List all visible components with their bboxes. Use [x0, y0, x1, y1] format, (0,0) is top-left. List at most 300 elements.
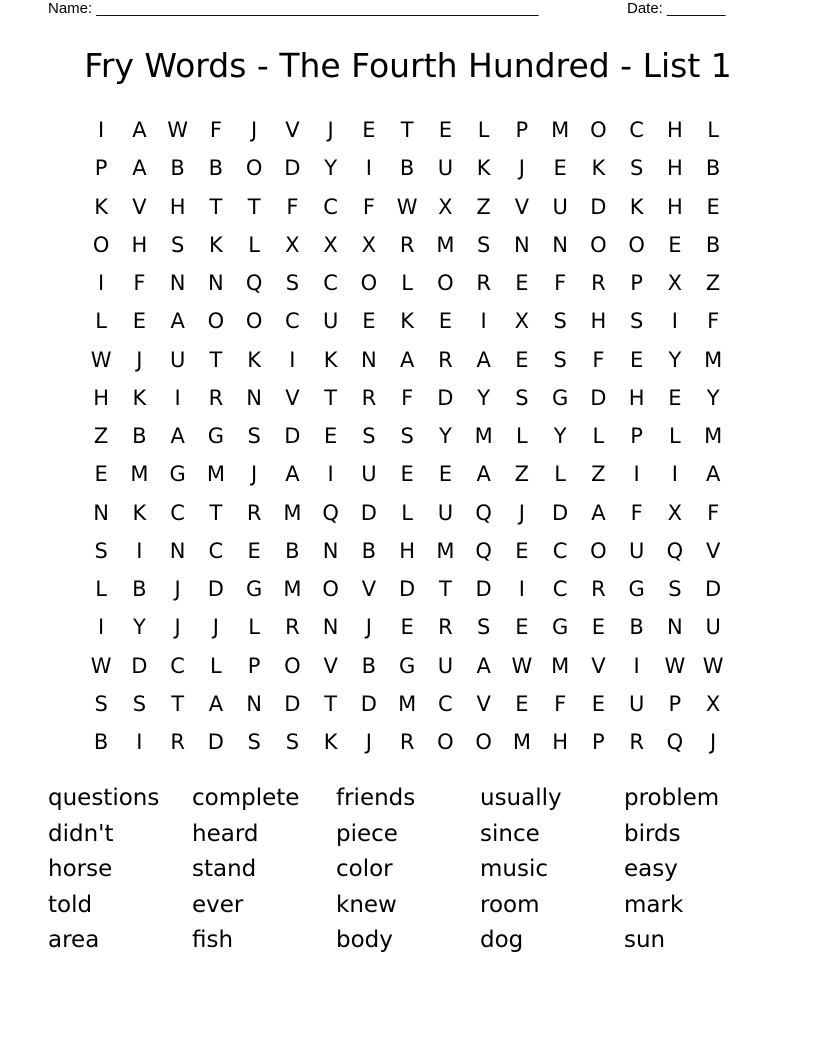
grid-letter: M [283, 577, 302, 602]
grid-letter: N [514, 232, 530, 257]
word-list-item: music [480, 856, 549, 882]
grid-letter: W [90, 653, 112, 678]
grid-letter: C [323, 194, 338, 219]
grid-letter: J [365, 730, 372, 755]
grid-letter: J [174, 615, 181, 640]
grid-letter: F [209, 118, 222, 143]
grid-letter: L [669, 424, 681, 449]
page-title: Fry Words - The Fourth Hundred - List 1 [84, 46, 732, 85]
grid-letter: V [323, 653, 338, 678]
grid-letter: C [629, 118, 644, 143]
grid-letter: X [323, 232, 338, 257]
grid-letter: K [323, 347, 338, 372]
grid-letter: K [323, 730, 338, 755]
grid-letter: F [707, 500, 720, 525]
grid-letter: I [480, 309, 487, 334]
grid-letter: F [401, 385, 414, 410]
grid-row [82, 264, 735, 302]
grid-letter: K [94, 194, 109, 219]
grid-row [82, 379, 735, 417]
grid-letter: O [437, 730, 454, 755]
grid-letter: M [551, 653, 570, 678]
grid-letter: P [515, 118, 529, 143]
grid-letter: M [283, 500, 302, 525]
grid-letter: A [476, 653, 491, 678]
grid-letter: W [90, 347, 112, 372]
grid-letter: C [208, 538, 224, 563]
word-list-item: told [48, 891, 93, 918]
grid-letter: E [515, 347, 529, 372]
grid-letter: U [169, 347, 186, 372]
grid-row [82, 647, 735, 685]
grid-letter: H [552, 730, 569, 755]
word-list-item: horse [48, 856, 113, 882]
grid-letter: J [174, 577, 181, 602]
grid-letter: E [591, 615, 606, 640]
grid-letter: R [285, 615, 300, 640]
grid-letter: N [208, 271, 224, 296]
grid-letter: F [630, 500, 643, 525]
grid-letter: L [95, 577, 107, 602]
grid-letter: P [630, 271, 643, 296]
grid-letter: U [628, 691, 645, 716]
grid-letter: E [629, 347, 644, 372]
grid-letter: F [362, 194, 375, 219]
grid-letter: S [629, 309, 644, 334]
grid-letter: J [710, 730, 717, 755]
grid-letter: B [285, 538, 300, 563]
grid-letter: E [438, 118, 453, 143]
grid-letter: V [705, 538, 721, 563]
grid-letter: B [208, 156, 224, 181]
grid-letter: U [628, 538, 645, 563]
grid-letter: B [93, 730, 109, 755]
word-list-item: area [48, 927, 100, 953]
word-list-item: didn't [48, 820, 114, 847]
word-list-item: mark [624, 891, 684, 918]
grid-letter: P [592, 730, 605, 755]
grid-letter: D [131, 653, 148, 678]
grid-letter: L [248, 615, 260, 640]
word-list-item: problem [624, 785, 720, 811]
grid-letter: H [666, 118, 683, 143]
grid-letter: B [361, 653, 377, 678]
grid-letter: W [396, 194, 418, 219]
grid-row [82, 608, 735, 646]
grid-letter: U [705, 615, 721, 640]
grid-letter: E [515, 271, 529, 296]
grid-letter: E [362, 118, 376, 143]
grid-letter: U [361, 462, 377, 487]
grid-letter: Q [666, 730, 684, 755]
grid-letter: M [436, 232, 455, 257]
grid-letter: I [136, 730, 143, 755]
grid-letter: A [132, 156, 147, 181]
grid-letter: G [551, 385, 569, 410]
grid-letter: Q [666, 538, 684, 563]
grid-letter: E [132, 309, 147, 334]
grid-letter: T [209, 194, 223, 219]
grid-letter: S [94, 538, 108, 563]
grid-letter: I [671, 462, 678, 487]
grid-letter: L [554, 462, 566, 487]
grid-letter: D [284, 424, 301, 449]
grid-letter: V [591, 653, 606, 678]
grid-letter: S [629, 156, 644, 181]
grid-letter: D [705, 577, 722, 602]
grid-letter: R [438, 347, 453, 372]
grid-letter: F [554, 271, 567, 296]
grid-letter: F [707, 309, 720, 334]
grid-letter: W [702, 653, 724, 678]
grid-letter: C [323, 271, 338, 296]
grid-letter: O [590, 232, 607, 257]
grid-letter: Z [514, 462, 530, 487]
grid-letter: A [399, 347, 415, 372]
grid-letter: N [169, 271, 186, 296]
grid-letter: Q [322, 500, 339, 525]
grid-letter: I [518, 577, 525, 602]
grid-letter: O [245, 309, 263, 334]
grid-letter: M [474, 424, 493, 449]
grid-letter: I [98, 118, 105, 143]
grid-letter: O [590, 118, 607, 143]
grid-letter: J [327, 118, 334, 143]
grid-letter: M [551, 118, 570, 143]
grid-letter: E [323, 424, 338, 449]
grid-letter: S [285, 730, 300, 755]
grid-letter: V [514, 194, 530, 219]
grid-letter: L [95, 309, 107, 334]
grid-letter: X [361, 232, 377, 257]
word-list-item: room [480, 891, 540, 918]
grid-row [82, 341, 735, 379]
grid-letter: H [93, 385, 110, 410]
grid-letter: P [668, 691, 682, 716]
grid-letter: J [251, 462, 258, 487]
grid-letter: C [285, 309, 300, 334]
grid-letter: K [476, 156, 491, 181]
grid-letter: N [667, 615, 683, 640]
word-list-item: birds [624, 820, 681, 847]
grid-letter: J [212, 615, 219, 640]
grid-letter: N [93, 500, 109, 525]
grid-letter: R [591, 577, 606, 602]
grid-row [82, 417, 735, 455]
grid-letter: Y [438, 424, 452, 449]
grid-letter: E [706, 194, 720, 219]
grid-letter: M [704, 424, 723, 449]
grid-letter: G [628, 577, 645, 602]
grid-letter: Z [591, 462, 606, 487]
grid-letter: V [361, 577, 377, 602]
grid-letter: W [167, 118, 188, 143]
grid-row [82, 570, 735, 608]
grid-letter: K [132, 500, 147, 525]
word-list-item: piece [336, 820, 398, 847]
grid-letter: O [207, 309, 225, 334]
grid-letter: I [136, 538, 143, 563]
grid-letter: E [515, 615, 529, 640]
grid-letter: B [132, 577, 147, 602]
grid-letter: A [170, 309, 185, 334]
grid-letter: M [130, 462, 149, 487]
grid-letter: K [247, 347, 262, 372]
puzzle-grid [82, 111, 735, 761]
grid-letter: T [400, 118, 414, 143]
grid-row [82, 149, 735, 187]
grid-letter: R [246, 500, 262, 525]
grid-letter: O [437, 271, 454, 296]
grid-letter: R [208, 385, 224, 410]
grid-letter: H [131, 232, 148, 257]
grid-letter: E [438, 309, 453, 334]
grid-letter: H [666, 156, 683, 181]
grid-letter: E [362, 309, 376, 334]
grid-letter: A [591, 500, 606, 525]
grid-letter: J [518, 500, 525, 525]
grid-letter: R [438, 615, 453, 640]
word-list-item: since [480, 820, 540, 847]
grid-letter: M [398, 691, 417, 716]
grid-letter: E [247, 538, 261, 563]
grid-letter: G [169, 462, 186, 487]
grid-letter: G [245, 577, 263, 602]
grid-letter: A [705, 462, 721, 487]
grid-row [82, 455, 735, 493]
grid-letter: A [132, 118, 147, 143]
grid-letter: S [476, 232, 491, 257]
grid-letter: S [94, 691, 108, 716]
grid-letter: U [437, 156, 454, 181]
grid-letter: L [592, 424, 605, 449]
grid-row [82, 532, 735, 570]
grid-letter: D [360, 691, 377, 716]
grid-letter: Q [475, 538, 492, 563]
grid-letter: A [476, 462, 491, 487]
grid-letter: E [515, 691, 529, 716]
grid-letter: I [633, 653, 640, 678]
date-field-line: Date: _______ [627, 0, 726, 17]
word-list-item: questions [48, 785, 160, 811]
grid-letter: X [514, 309, 530, 334]
grid-letter: B [705, 232, 721, 257]
grid-letter: Z [705, 271, 721, 296]
grid-letter: Y [477, 385, 491, 410]
grid-letter: L [477, 118, 490, 143]
grid-letter: S [285, 271, 300, 296]
grid-letter: I [365, 156, 372, 181]
grid-letter: E [668, 232, 682, 257]
grid-letter: O [245, 156, 263, 181]
grid-letter: A [208, 691, 224, 716]
grid-letter: I [327, 462, 334, 487]
grid-letter: R [629, 730, 644, 755]
grid-letter: O [322, 577, 339, 602]
grid-letter: O [475, 730, 492, 755]
grid-letter: R [399, 730, 415, 755]
grid-row [82, 111, 735, 149]
grid-letter: T [324, 385, 338, 410]
grid-letter: E [438, 462, 453, 487]
grid-letter: R [170, 730, 185, 755]
grid-letter: C [552, 538, 568, 563]
grid-letter: Q [245, 271, 263, 296]
grid-letter: F [286, 194, 299, 219]
grid-letter: C [552, 577, 568, 602]
grid-letter: V [285, 385, 300, 410]
grid-letter: Y [132, 615, 146, 640]
word-list [48, 781, 768, 959]
word-list-item: complete [192, 785, 300, 811]
grid-letter: E [591, 691, 606, 716]
grid-letter: R [399, 232, 415, 257]
grid-letter: B [629, 615, 644, 640]
grid-letter: B [132, 424, 147, 449]
grid-letter: M [704, 347, 723, 372]
grid-letter: Z [93, 424, 109, 449]
grid-letter: S [247, 424, 261, 449]
grid-letter: C [170, 500, 185, 525]
grid-letter: E [515, 538, 529, 563]
grid-letter: I [289, 347, 296, 372]
grid-letter: C [438, 691, 453, 716]
word-list-item: heard [192, 820, 259, 847]
grid-letter: J [365, 615, 372, 640]
grid-letter: S [668, 577, 682, 602]
grid-letter: K [132, 385, 147, 410]
grid-letter: I [174, 385, 181, 410]
grid-letter: T [438, 577, 452, 602]
grid-letter: E [668, 385, 682, 410]
grid-letter: N [361, 347, 377, 372]
grid-letter: P [247, 653, 261, 678]
grid-letter: E [400, 615, 414, 640]
word-list-item: sun [624, 927, 666, 953]
grid-letter: Y [668, 347, 682, 372]
grid-letter: J [518, 156, 525, 181]
grid-letter: T [247, 194, 261, 219]
grid-letter: D [207, 577, 224, 602]
grid-letter: W [664, 653, 686, 678]
grid-row [82, 494, 735, 532]
grid-letter: S [553, 309, 567, 334]
grid-letter: W [511, 653, 533, 678]
grid-letter: R [591, 271, 606, 296]
grid-letter: S [515, 385, 529, 410]
grid-letter: I [671, 309, 678, 334]
grid-letter: L [516, 424, 528, 449]
grid-letter: X [667, 271, 683, 296]
grid-letter: K [208, 232, 223, 257]
grid-letter: M [436, 538, 455, 563]
grid-letter: K [591, 156, 606, 181]
grid-letter: J [136, 347, 143, 372]
grid-letter: Q [475, 500, 492, 525]
grid-letter: G [207, 424, 225, 449]
grid-letter: D [284, 156, 301, 181]
grid-letter: B [705, 156, 721, 181]
grid-letter: V [132, 194, 147, 219]
grid-letter: B [170, 156, 185, 181]
grid-letter: I [98, 271, 105, 296]
grid-letter: S [170, 232, 185, 257]
grid-letter: O [360, 271, 378, 296]
grid-letter: U [437, 653, 454, 678]
grid-letter: K [400, 309, 415, 334]
grid-letter: A [170, 424, 185, 449]
grid-letter: J [251, 118, 258, 143]
grid-letter: O [590, 538, 607, 563]
word-list-item: stand [192, 856, 257, 882]
grid-letter: Y [324, 156, 338, 181]
word-list-item: color [336, 856, 393, 882]
word-list-item: ever [192, 891, 244, 918]
grid-letter: H [666, 194, 683, 219]
word-list-item: body [336, 927, 393, 953]
grid-letter: U [437, 500, 454, 525]
grid-letter: L [707, 118, 719, 143]
grid-letter: G [551, 615, 569, 640]
grid-letter: D [399, 577, 416, 602]
grid-letter: K [629, 194, 644, 219]
grid-letter: N [322, 538, 339, 563]
grid-letter: D [590, 385, 607, 410]
grid-letter: H [590, 309, 607, 334]
grid-letter: X [438, 194, 453, 219]
grid-letter: A [285, 462, 300, 487]
grid-letter: N [169, 538, 186, 563]
grid-letter: M [206, 462, 225, 487]
grid-row [82, 685, 735, 723]
grid-letter: H [169, 194, 186, 219]
grid-letter: I [633, 462, 640, 487]
word-list-item: easy [624, 856, 678, 882]
grid-letter: X [667, 500, 683, 525]
grid-letter: U [322, 309, 339, 334]
grid-letter: O [92, 232, 110, 257]
word-list-item: friends [336, 785, 416, 811]
grid-letter: F [554, 691, 567, 716]
grid-letter: V [285, 118, 300, 143]
grid-letter: P [94, 156, 108, 181]
grid-letter: I [98, 615, 105, 640]
word-list-item: usually [480, 785, 562, 811]
grid-letter: O [284, 653, 301, 678]
word-list-item: knew [336, 891, 397, 918]
grid-letter: S [247, 730, 261, 755]
grid-letter: E [400, 462, 414, 487]
grid-letter: L [401, 500, 413, 525]
grid-letter: D [552, 500, 569, 525]
grid-letter: B [361, 538, 377, 563]
grid-letter: T [324, 691, 338, 716]
grid-letter: A [476, 347, 491, 372]
grid-letter: D [475, 577, 492, 602]
grid-letter: N [246, 385, 262, 410]
grid-letter: S [553, 347, 567, 372]
grid-letter: T [209, 347, 223, 372]
grid-row [82, 188, 735, 226]
grid-letter: D [207, 730, 224, 755]
grid-letter: H [399, 538, 416, 563]
grid-letter: L [210, 653, 222, 678]
grid-letter: O [628, 232, 645, 257]
grid-letter: U [552, 194, 568, 219]
grid-letter: F [592, 347, 605, 372]
name-field-line: Name: _____________________________________________________ [48, 0, 539, 17]
grid-letter: C [170, 653, 185, 678]
